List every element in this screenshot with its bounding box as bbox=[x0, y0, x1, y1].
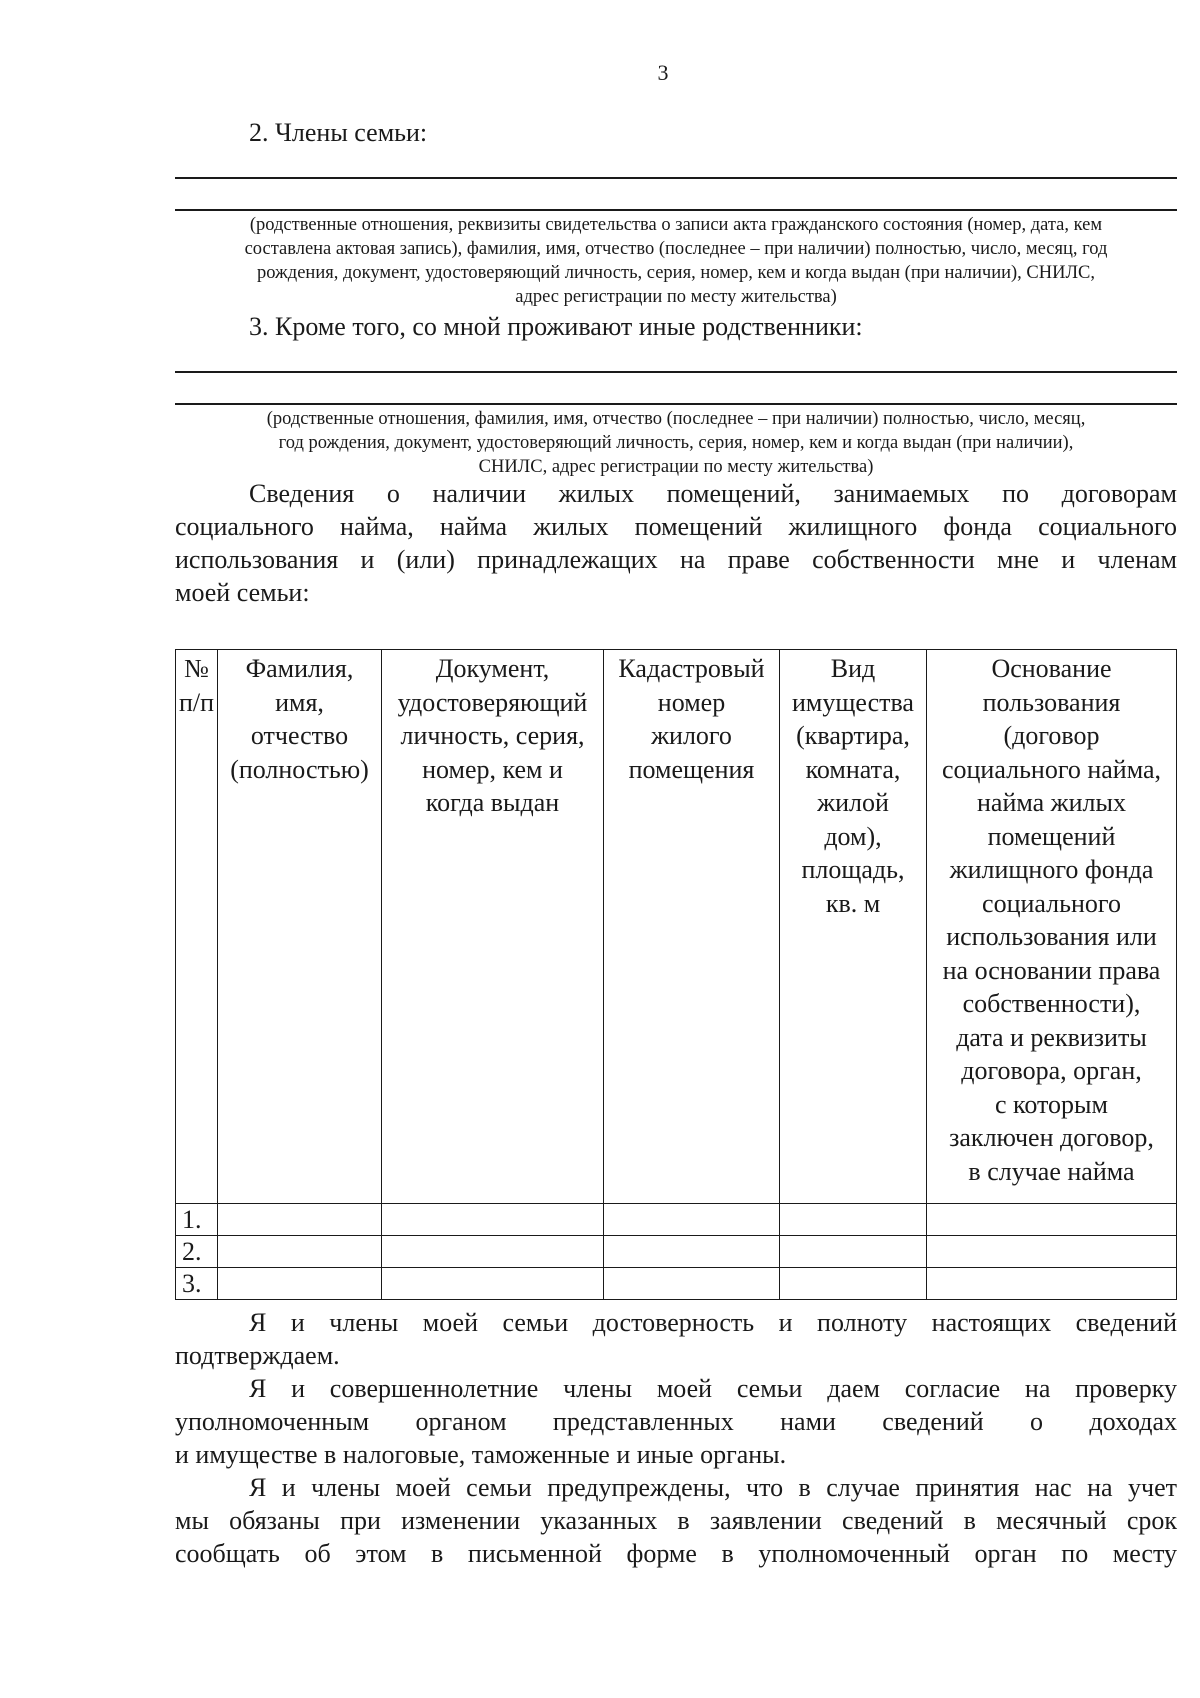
closing-line: Я и совершеннолетние члены моей семьи даем согласие на проверку bbox=[249, 1374, 1177, 1403]
closing-line: мы обязаны при изменении указанных в заявлении сведений в месячный срок bbox=[175, 1506, 1177, 1535]
table-cell[interactable] bbox=[780, 1236, 927, 1268]
table-cell[interactable] bbox=[780, 1204, 927, 1236]
table-cell[interactable] bbox=[604, 1204, 780, 1236]
caption-line: (родственные отношения, фамилия, имя, отчество (последнее – при наличии) полностью, число, месяц, bbox=[266, 409, 1086, 429]
fill-line bbox=[175, 371, 1177, 373]
table-cell[interactable] bbox=[604, 1236, 780, 1268]
row-number: 1. bbox=[176, 1204, 218, 1236]
property-table bbox=[175, 649, 1177, 1300]
header-property-type bbox=[780, 650, 927, 1204]
closing-line: и имуществе в налоговые, таможенные и иные органы. bbox=[175, 1440, 787, 1469]
section-3-title: 3. Кроме того, со мной проживают иные родственники: bbox=[249, 312, 863, 341]
closing-line: Я и члены моей семьи предупреждены, что в случае принятия нас на учет bbox=[249, 1473, 1177, 1502]
table-cell[interactable] bbox=[382, 1204, 604, 1236]
header-label: Кадастровый номер жилого помещения bbox=[618, 654, 765, 784]
header-number bbox=[176, 650, 218, 1204]
table-cell[interactable] bbox=[218, 1204, 382, 1236]
table-cell[interactable] bbox=[382, 1236, 604, 1268]
page-number: 3 bbox=[657, 60, 669, 85]
caption-line: составлена актовая запись), фамилия, имя, отчество (последнее – при наличии) полностью, число, месяц, год bbox=[244, 239, 1108, 259]
header-label: Вид имущества (квартира, комната, жилой дом), площадь, кв. м bbox=[792, 654, 914, 918]
caption-line: СНИЛС, адрес регистрации по месту жительства) bbox=[478, 457, 874, 477]
caption-line: адрес регистрации по месту жительства) bbox=[515, 287, 837, 307]
fill-line bbox=[175, 209, 1177, 211]
header-label: Документ, удостоверяющий личность, серия, номер, кем и когда выдан bbox=[397, 654, 588, 817]
section-2-title: 2. Члены семьи: bbox=[249, 118, 428, 147]
row-number: 2. bbox=[176, 1236, 218, 1268]
header-full-name bbox=[218, 650, 382, 1204]
section-2-caption bbox=[175, 213, 1177, 309]
header-id-document bbox=[382, 650, 604, 1204]
closing-line: подтверждаем. bbox=[175, 1341, 340, 1370]
intro-line: Сведения о наличии жилых помещений, занимаемых по договорам bbox=[249, 479, 1177, 508]
section-3-caption bbox=[175, 407, 1177, 479]
table-cell[interactable] bbox=[927, 1236, 1177, 1268]
table-row bbox=[176, 1268, 1177, 1300]
table-row bbox=[176, 1204, 1177, 1236]
row-number: 3. bbox=[176, 1268, 218, 1300]
header-label: Фамилия, имя, отчество (полностью) bbox=[230, 654, 369, 784]
table-header-row bbox=[176, 650, 1177, 1204]
caption-line: год рождения, документ, удостоверяющий личность, серия, номер, кем и когда выдан (при наличии), bbox=[278, 433, 1074, 453]
closing-line: сообщать об этом в письменной форме в уполномоченный орган по месту bbox=[175, 1539, 1177, 1568]
fill-line bbox=[175, 403, 1177, 405]
closing-line: уполномоченным органом представленных нами сведений о доходах bbox=[175, 1407, 1177, 1436]
fill-line bbox=[175, 177, 1177, 179]
table-cell[interactable] bbox=[927, 1204, 1177, 1236]
intro-line: социального найма, найма жилых помещений жилищного фонда социального bbox=[175, 512, 1177, 541]
intro-line: использования и (или) принадлежащих на праве собственности мне и членам bbox=[175, 545, 1177, 574]
table-cell[interactable] bbox=[927, 1268, 1177, 1300]
table-cell[interactable] bbox=[218, 1268, 382, 1300]
table-cell[interactable] bbox=[218, 1236, 382, 1268]
table-cell[interactable] bbox=[604, 1268, 780, 1300]
intro-line: моей семьи: bbox=[175, 578, 310, 607]
table-row bbox=[176, 1236, 1177, 1268]
header-label: Основание пользования (договор социального найма, найма жилых помещений жилищного фонда социального использования или на основании права собственности), дата и реквизиты договора, орган, с которым заключен договор, в случае найма bbox=[941, 654, 1162, 1186]
caption-line: рождения, документ, удостоверяющий личность, серия, номер, кем и когда выдан (при наличии), СНИЛС, bbox=[256, 263, 1096, 283]
closing-line: Я и члены моей семьи достоверность и полноту настоящих сведений bbox=[249, 1308, 1177, 1337]
table-cell[interactable] bbox=[382, 1268, 604, 1300]
header-usage-basis bbox=[927, 650, 1177, 1204]
header-label: № п/п bbox=[178, 654, 215, 717]
table-cell[interactable] bbox=[780, 1268, 927, 1300]
caption-line: (родственные отношения, реквизиты свидетельства о записи акта гражданского состояния (номер, дата, кем bbox=[249, 215, 1103, 235]
header-cadastral-number bbox=[604, 650, 780, 1204]
